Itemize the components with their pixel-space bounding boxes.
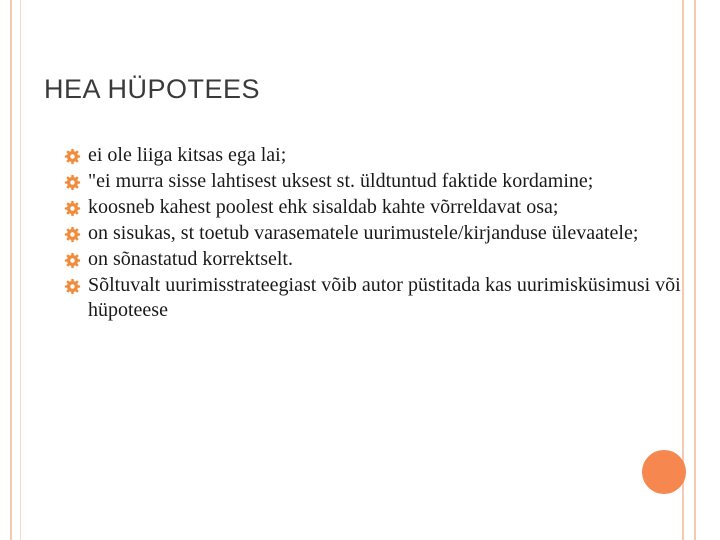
bullet-text: "ei murra sisse lahtisest uksest st. üldtuntud faktide kordamine; [88,170,594,192]
frame-line-left-inner [20,0,21,540]
gear-bullet-icon [64,174,81,191]
bullet-text: ei ole liiga kitsas ega lai; [88,144,287,166]
circle-decoration [642,450,686,494]
frame-line-right-outer [694,0,696,540]
bullet-text: Sõltuvalt uurimisstrateegiast võib autor püstitada kas uurimisküsimusi või hüpoteese [88,274,681,321]
bullet-text: on sisukas, st toetub varasematele uurimustele/kirjanduse ülevaatele; [88,222,639,244]
list-item [64,221,684,246]
gear-bullet-icon [64,252,81,269]
gear-bullet-icon [64,226,81,243]
list-item [64,247,684,272]
bullet-list [64,143,684,324]
list-item [64,273,684,323]
gear-bullet-icon [64,278,81,295]
gear-bullet-icon [64,148,81,165]
bullet-text: koosneb kahest poolest ehk sisaldab kahte võrreldavat osa; [88,196,559,218]
list-item [64,143,684,168]
frame-line-left-outer [10,0,12,540]
gear-bullet-icon [64,200,81,217]
list-item [64,169,684,194]
slide-title: HEA HÜPOTEES [44,74,261,104]
bullet-text: on sõnastatud korrektselt. [88,248,293,270]
list-item [64,195,684,220]
